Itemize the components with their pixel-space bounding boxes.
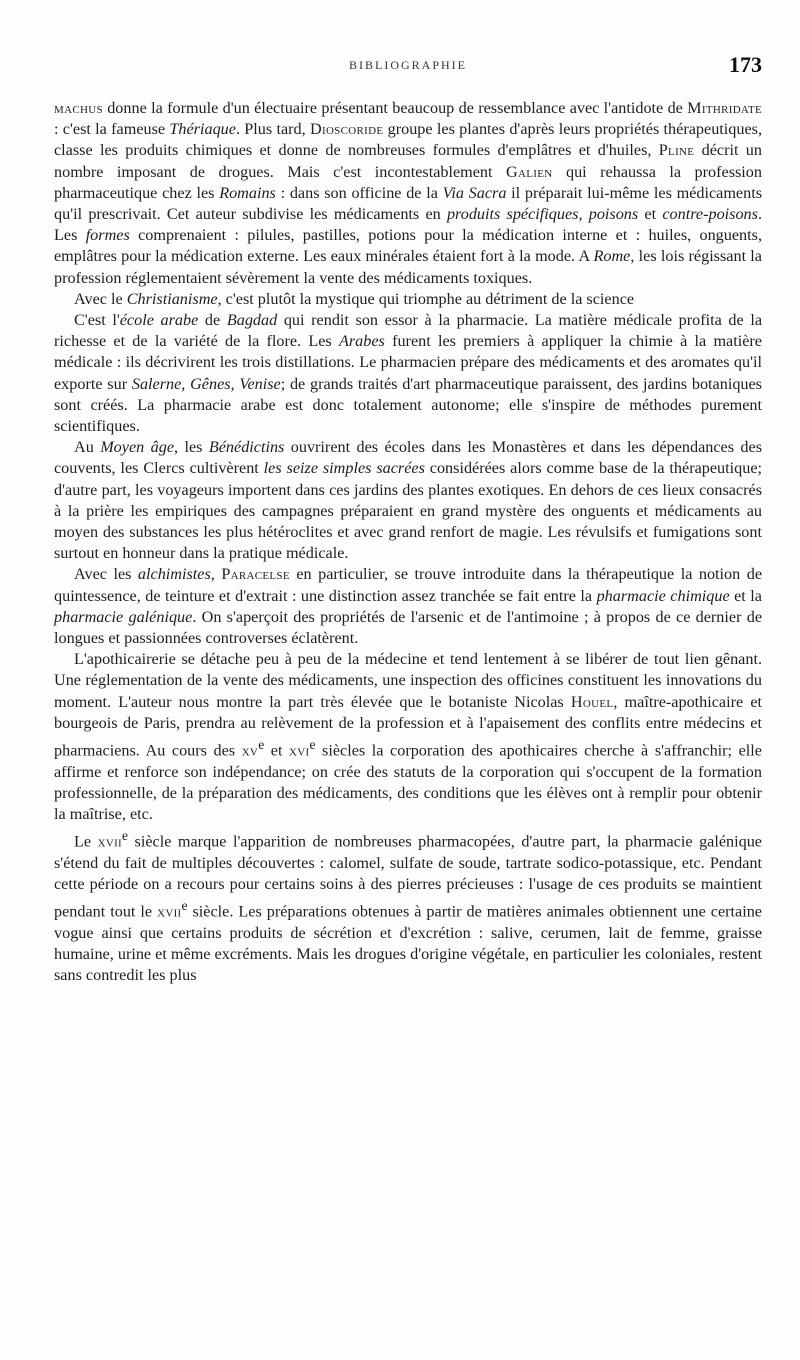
text-run: et <box>264 741 290 760</box>
text-run: . On s'aperçoit des propriétés de l'arsenic et de l'antimoine ; à propos de ce dernier de longues et passionnées controverses éclatèrent. <box>54 607 762 648</box>
text-run: siècle. Les préparations obtenues à partir de matières animales obtiennent une certaine vogue ainsi que certains produits de sécrétion et d'excrétion : salive, cerumen, lait de femme, graisse humaine, urine et même excréments. Mais les drogues d'origine végétale, en particulier les coloniales, restent sans contredit les plus <box>54 902 762 985</box>
small-caps-name: xv <box>241 741 259 760</box>
small-caps-name: machus <box>54 99 103 117</box>
paragraph <box>54 564 762 649</box>
italic-text: Christianisme <box>126 289 218 308</box>
text-run: L'apothicairerie se détache peu à peu de la médecine et tend lentement à se libérer de tout lien gênant. Une réglementation de la vente des médicaments, une inspection des officines constituent les innovations du moment. L'auteur nous montre la part très élevée que le botaniste Nicolas <box>54 650 762 711</box>
text-run: , c'est plutôt la mystique qui triomphe au détriment de la science <box>217 289 635 308</box>
text-run: furent les premiers à appliquer la chimie à la matière médicale : ils décrivirent les trois distillations. Le pharmacien prépare des médicaments et des aromates qu'il exporte sur <box>54 332 762 393</box>
italic-text: Bagdad <box>226 311 278 330</box>
text-run: de <box>198 311 227 330</box>
text-run: donne la formule d'un électuaire présentant beaucoup de ressemblance avec l'antidote de <box>102 99 688 117</box>
italic-text: Moyen âge <box>100 438 175 457</box>
italic-text: alchimistes <box>137 565 211 584</box>
italic-text: Thériaque <box>169 120 236 139</box>
text-run: Le <box>74 832 98 851</box>
text-run: , <box>210 565 222 584</box>
text-run: . Les <box>54 205 762 245</box>
text-run: siècles la corporation des apothicaires cherche à s'affranchir; elle affirme et renforce son indépendance; on crée des statuts de la corporation qui s'occupent de la formation professionnelle, de la préparation des médicaments, des conditions que les élèves ont à remplir pour obtenir la maîtrise, etc. <box>54 741 762 824</box>
text-run: ouvrirent des écoles dans les Monastères et dans les dépendances des couvents, les Clercs cultivèrent <box>54 438 762 478</box>
small-caps-name: Houel <box>570 692 614 711</box>
book-page <box>54 52 762 987</box>
text-run: comprenaient : pilules, pastilles, potions pour la médication interne et : huiles, onguents, emplâtres pour la médication externe. Les eaux minérales étaient fort à la mode. A <box>54 226 762 266</box>
paragraph <box>54 289 762 310</box>
paragraph <box>54 98 762 289</box>
paragraph <box>54 825 762 986</box>
text-run: qui rehaussa la profession pharmaceutique chez les <box>54 162 762 202</box>
italic-text: pharmacie chimique <box>596 586 730 605</box>
italic-text: pharmacie galénique <box>54 607 193 626</box>
text-run: , les lois régissant la profession réglementaient sévèrement la vente des médicaments toxiques. <box>54 247 762 287</box>
italic-text: contre-poisons <box>662 205 758 224</box>
text-run: C'est l' <box>74 311 120 330</box>
text-run: et <box>638 205 663 224</box>
italic-text: Romains <box>219 183 276 202</box>
italic-text: Rome <box>593 247 631 266</box>
text-run: il préparait lui-même les médicaments qu'il prescrivait. Cet auteur subdivise les médicaments en <box>54 183 763 224</box>
italic-text: école arabe <box>119 311 199 330</box>
superscript: e <box>122 828 129 844</box>
italic-text: formes <box>85 226 130 245</box>
text-run: qui rendit son essor à la pharmacie. La matière médicale profita de la richesse et de la variété de la flore. Les <box>54 311 763 351</box>
superscript: e <box>309 737 316 753</box>
text-run: décrit un nombre imposant de drogues. Mais c'est incontestablement <box>54 141 762 181</box>
text-run: considérées alors comme base de la thérapeutique; d'autre part, les voyageurs importent dans ces jardins des plantes exotiques. En dehors de ces lieux consacrés à la prière les empiriques des campagnes préparaient en grand mystère des onguents et médicaments au moyen des substances les plus hétéroclites et avec grand renfort de magie. Les révulsifs et fumigations sont surtout en honneur dans la pratique médicale. <box>54 459 763 563</box>
text-run: Avec les <box>74 565 138 584</box>
text-run: en particulier, se trouve introduite dans la thérapeutique la notion de quintessence, de teinture et d'extrait : une distinction assez tranchée se fait entre la <box>54 565 763 605</box>
superscript: e <box>258 737 265 753</box>
text-run: Au <box>74 438 101 457</box>
paragraph <box>54 437 762 564</box>
text-run: . Plus tard, <box>235 120 310 139</box>
italic-text: Salerne, Gênes, Venise <box>131 374 281 393</box>
text-run: Avec le <box>74 289 127 308</box>
small-caps-name: Galien <box>506 162 553 181</box>
text-run: , les <box>174 438 209 457</box>
italic-text: Bénédictins <box>208 438 285 457</box>
text-run: ; de grands traités d'art pharmaceutique paraissent, des jardins botaniques sont créés. La pharmacie arabe est donc totalement autonome; elle s'inspire de méthodes purement scientifiques. <box>54 374 762 436</box>
text-run: et la <box>729 586 762 605</box>
text-run: , maître-apothicaire et bourgeois de Paris, prendra au relèvement de la profession et à l'apaisement des conflits entre médecins et pharmaciens. Au cours des <box>54 692 763 760</box>
page-number: 173 <box>729 52 762 77</box>
paragraph <box>54 649 762 825</box>
superscript: e <box>181 898 188 914</box>
small-caps-name: Paracelse <box>221 565 290 584</box>
small-caps-name: xvii <box>157 902 182 921</box>
italic-text: Via Sacra <box>442 183 507 202</box>
italic-text: les seize simples sacrées <box>263 459 425 478</box>
text-run: groupe les plantes d'après leurs propriétés thérapeutiques, classe les produits chimiques et donne de nombreuses formules d'emplâtres et d'huiles, <box>54 120 762 160</box>
small-caps-name: xvi <box>289 741 310 760</box>
small-caps-name: Pline <box>658 141 695 160</box>
running-head: BIBLIOGRAPHIE <box>349 58 467 72</box>
text-run: siècle marque l'apparition de nombreuses pharmacopées, d'autre part, la pharmacie galénique s'étend du fait de multiples découvertes : calomel, sulfate de soude, tartrate sodico-potassique, etc. Pendant cette période on a recours pour certains soins à des pierres précieuses : l'usage de ces produits se maintient pendant tout le <box>54 832 762 921</box>
small-caps-name: Mithridate <box>687 99 762 117</box>
body-text <box>54 98 762 987</box>
small-caps-name: xvii <box>97 832 123 851</box>
small-caps-name: Dioscoride <box>309 120 384 139</box>
text-run: : dans son officine de la <box>275 183 443 202</box>
page-header <box>54 52 762 88</box>
italic-text: produits spécifiques, poisons <box>446 205 639 224</box>
text-run: : c'est la fameuse <box>54 120 170 139</box>
italic-text: Arabes <box>338 332 385 351</box>
paragraph <box>54 310 762 437</box>
